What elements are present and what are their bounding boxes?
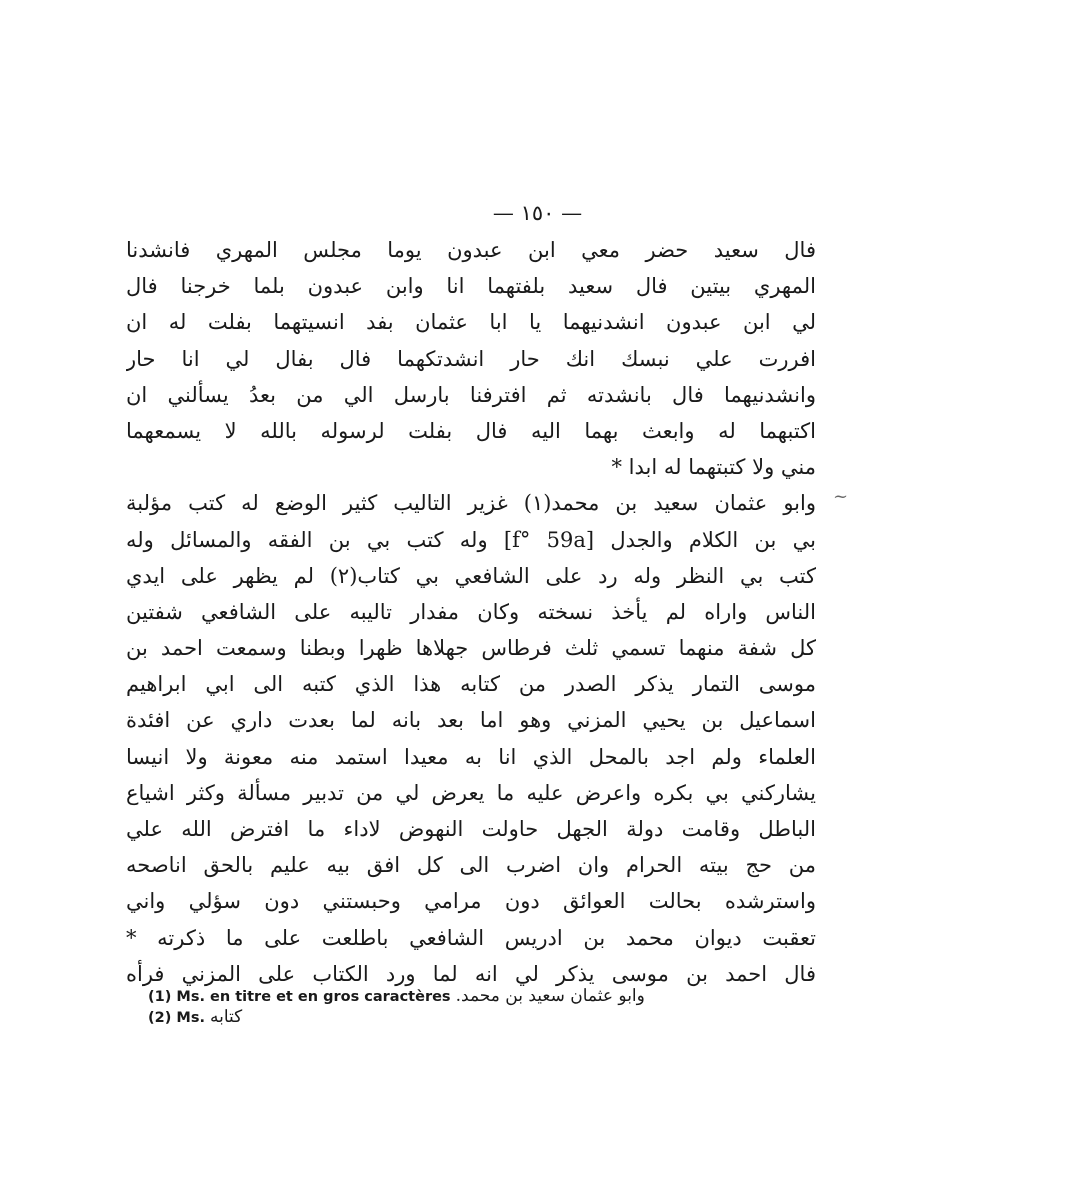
text-line: افررت علي نبسك انك حار انشدتكهما فال بفال لي انا حار xyxy=(126,346,816,371)
footnote-2-arabic: كتابه xyxy=(210,1007,243,1027)
text-line: بي بن الكلام والجدل [f° 59a] وله كتب بي بن الفقه والمسائل وله xyxy=(126,527,816,552)
text-line: كل شفة منهما تسمي ثلث فرطاس جهلاها ظهرا وبطنا وسمعت احمد بن xyxy=(126,636,816,661)
footnote-1-prefix: (1) Ms. en titre et en gros caractères xyxy=(148,989,451,1005)
text-line: موسى التمار يذكر الصدر من كتابه هذا الذي كتبه الى ابي ابراهيم xyxy=(126,672,816,697)
footnote-2 xyxy=(148,1007,788,1028)
footnote-2-prefix: (2) Ms. xyxy=(148,1010,205,1026)
footnote-1-arabic: وابو عثمان سعيد بن محمد. xyxy=(455,986,645,1006)
text-line: كتب بي النظر وله رد على الشافعي بي كتاب(٢) لم يظهر على ايدي xyxy=(126,563,816,588)
text-line: وابو عثمان سعيد بن محمد(١) غزير التاليب كثير الوضع له كتب مؤلبة xyxy=(126,491,816,516)
footnote-1 xyxy=(148,986,788,1007)
text-line: مني ولا كتبتهما له ابدا * xyxy=(611,455,816,480)
text-line: لي ابن عبدون انشدنيهما يا ابا عثمان بفد انسيتهما بفلت له ان xyxy=(126,310,816,335)
text-line: واسترشده بحالت العوائق دون مرامي وحبستني دون سؤلي واني xyxy=(126,889,816,914)
text-line: من حج بيته الحرام وان اضرب الى كل افق بيه عليم بالحق اناصحه xyxy=(126,853,816,878)
text-line: الناس واراه لم يأخذ نسخته وكان مفدار تاليبه على الشافعي شفتين xyxy=(126,599,816,624)
text-line: اسماعيل بن يحيي المزني وهو اما بعد بانه لما بعدت داري عن افئدة xyxy=(126,708,816,733)
body-text xyxy=(126,232,816,992)
margin-mark: ~ xyxy=(833,486,849,507)
text-line: العلماء ولم اجد بالمحل الذي انا به معيدا استمد منه معونة ولا انيسا xyxy=(126,744,816,769)
text-line: تعقبت ديوان محمد بن ادريس الشافعي باطلعت على ما ذكرته * xyxy=(126,925,816,950)
footnotes xyxy=(148,986,788,1028)
text-line: وانشدنيهما فال بانشدته ثم افترفنا بارسل الي من بعدُ يسألني ان xyxy=(126,382,816,407)
page-number: — ١٥٠ — xyxy=(492,201,583,225)
text-line: الباطل وقامت دولة الجهل حاولت النهوض لاداء ما افترض الله علي xyxy=(126,817,816,841)
text-line: اكتبهما له وابعث بهما اليه فال بفلت لرسوله بالله لا يسمعهما xyxy=(126,418,816,443)
text-line: المهري بيتين فال سعيد بلفتهما انا وابن عبدون بلما خرجنا فال xyxy=(126,274,816,299)
text-line: يشاركني بي بكره واعرض عليه ما يعرض لي من تدبير مسألة وكثر اشياع xyxy=(126,780,816,805)
text-line: فال سعيد حضر معي ابن عبدون يوما مجلس المهري فانشدنا xyxy=(126,238,816,262)
text-line: فال احمد بن موسى يذكر لي انه لما ورد الكتاب على المزني فرأه xyxy=(126,961,816,986)
